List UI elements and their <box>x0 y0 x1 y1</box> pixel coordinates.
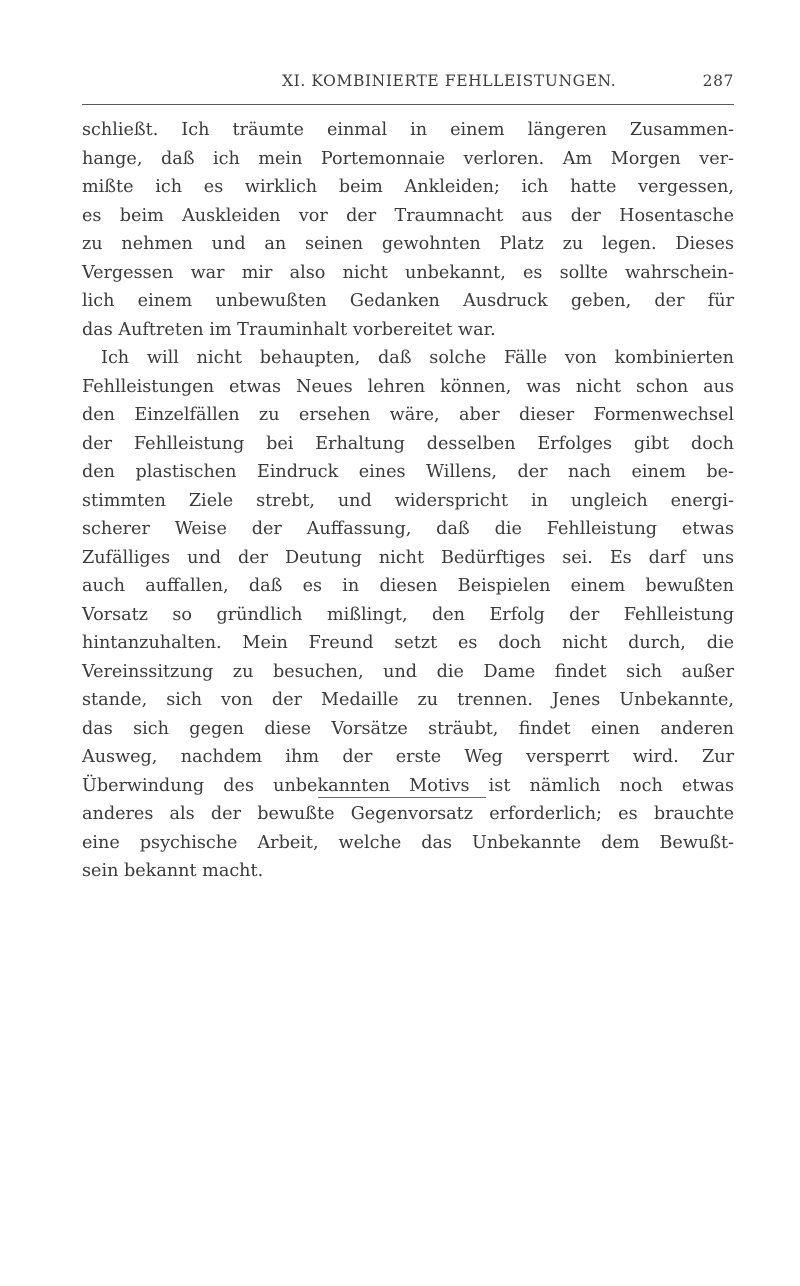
text-line: Fehlleistungen etwas Neues lehren können, was nicht schon aus <box>82 376 734 397</box>
text-line: den Einzelfällen zu ersehen wäre, aber dieser Formenwechsel <box>82 405 734 425</box>
text-line: Ausweg, nachdem ihm der erste Weg versperrt wird. Zur <box>82 747 734 767</box>
chapter-running-title: XI. KOMBINIERTE FEHLLEISTUNGEN. <box>282 72 617 90</box>
text-line: zu nehmen und an seinen gewohnten Platz zu legen. Dieses <box>82 234 734 254</box>
text-line: es beim Auskleiden vor der Traumnacht aus der Hosentasche <box>82 205 734 226</box>
running-head <box>82 72 734 98</box>
text-line: stimmten Ziele strebt, und widerspricht in ungleich energi- <box>82 490 734 511</box>
page-number: 287 <box>702 72 734 90</box>
text-line: hange, daß ich mein Portemonnaie verloren. Am Morgen ver- <box>82 148 734 169</box>
text-line: eine psychische Arbeit, welche das Unbekannte dem Bewußt- <box>82 832 734 853</box>
text-line: auch auffallen, daß es in diesen Beispielen einem bewußten <box>82 576 734 596</box>
text-line: Überwindung des unbekannten Motivs ist nämlich noch etwas <box>82 775 734 796</box>
text-line: schließt. Ich träumte einmal in einem längeren Zusammen- <box>82 120 734 140</box>
body-text <box>82 116 734 886</box>
text-line: scherer Weise der Auffassung, daß die Fehlleistung etwas <box>82 519 734 539</box>
text-line-paragraph-end: sein bekannt macht. <box>82 861 264 881</box>
text-line-paragraph-end: das Auftreten im Trauminhalt vorbereitet war. <box>82 319 496 340</box>
text-line: stande, sich von der Medaille zu trennen. Jenes Unbekannte, <box>82 690 734 710</box>
header-rule <box>82 104 734 105</box>
text-line: Vorsatz so gründlich mißlingt, den Erfolg der Fehlleistung <box>82 604 734 625</box>
text-line: Vereinssitzung zu besuchen, und die Dame findet sich außer <box>82 661 734 682</box>
text-line: lich einem unbewußten Gedanken Ausdruck geben, der für <box>82 291 734 311</box>
text-line: der Fehlleistung bei Erhaltung desselben Erfolges gibt doch <box>82 433 734 454</box>
text-line-paragraph-start: Ich will nicht behaupten, daß solche Fälle von kombinierten <box>101 348 734 368</box>
text-line: anderes als der bewußte Gegenvorsatz erforderlich; es brauchte <box>82 804 734 824</box>
text-line: mißte ich es wirklich beim Ankleiden; ich hatte vergessen, <box>82 177 734 197</box>
text-line: hintanzuhalten. Mein Freund setzt es doch nicht durch, die <box>82 633 734 653</box>
text-line: Zufälliges und der Deutung nicht Bedürftiges sei. Es darf uns <box>82 547 734 568</box>
footnote-rule <box>318 797 486 798</box>
text-line: den plastischen Eindruck eines Willens, der nach einem be- <box>82 462 734 482</box>
text-line: das sich gegen diese Vorsätze sträubt, findet einen anderen <box>82 718 734 739</box>
text-line: Vergessen war mir also nicht unbekannt, es sollte wahrschein- <box>82 262 734 283</box>
